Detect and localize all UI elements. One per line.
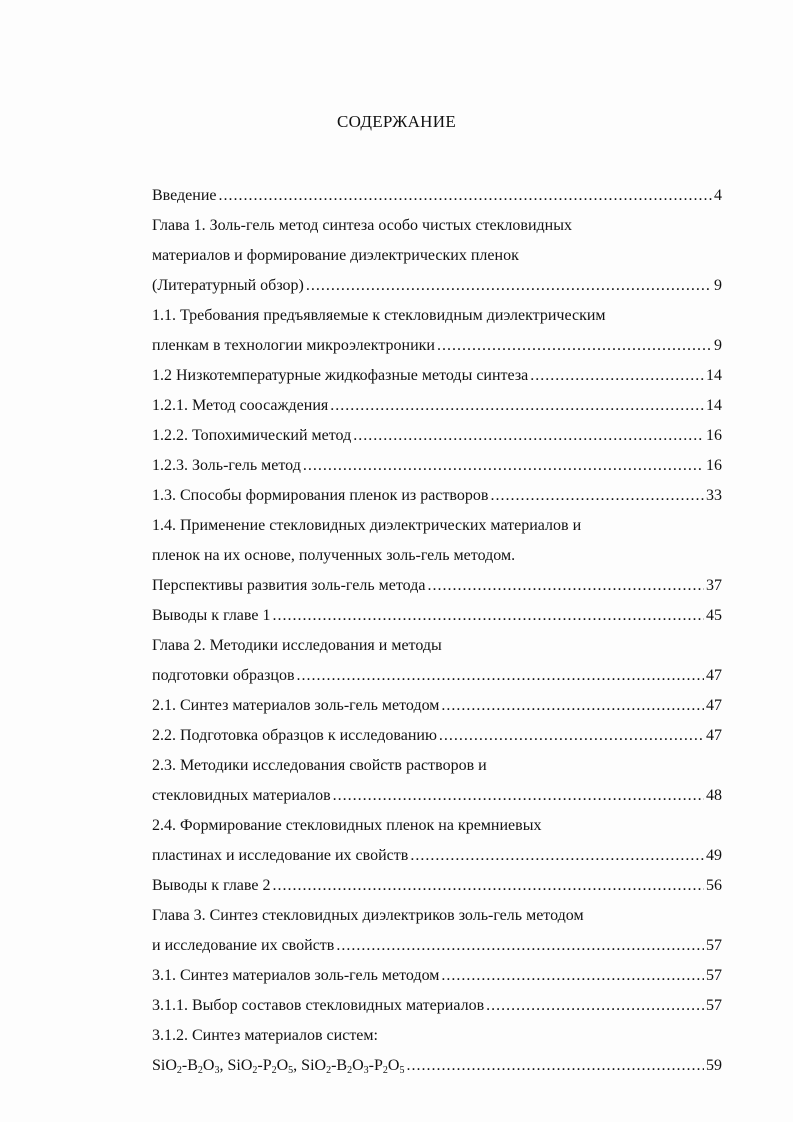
toc-heading-1-4-cont: пленок на их основе, полученных золь-гель методом. [152, 547, 516, 564]
toc-entry-2-1: 2.1. Синтез материалов золь-гель методом ..... 47 [152, 691, 722, 721]
toc-entry-1-2-1: 1.2.1. Метод соосаждения ..... 14 [152, 391, 722, 421]
toc-heading-1-1: 1.1. Требования предъявляемые к стекловидным диэлектрическим [152, 307, 606, 324]
toc-heading-2-4: 2.4. Формирование стекловидных пленок на кремниевых [152, 817, 542, 834]
page-number: 4 [714, 187, 722, 204]
toc-heading-chapter-3: Глава 3. Синтез стекловидных диэлектриков золь-гель методом [152, 907, 584, 924]
toc-heading-chapter-1: Глава 1. Золь-гель метод синтеза особо чистых стекловидных [152, 217, 572, 234]
page-number: 48 [706, 787, 722, 804]
toc-entry-conclusions-2: Выводы к главе 2 ..... 56 [152, 871, 722, 901]
toc-entry-chapter-2: подготовки образцов ..... 47 [152, 661, 722, 691]
toc-entry-intro: Введение ..... 4 [152, 181, 722, 211]
toc-entry-1-2: 1.2 Низкотемпературные жидкофазные методы синтеза ..... 14 [152, 361, 722, 391]
toc-entry-2-2: 2.2. Подготовка образцов к исследованию ..... 47 [152, 721, 722, 751]
page-number: 16 [706, 427, 722, 444]
page-number: 47 [706, 727, 722, 744]
toc-entry-conclusions-1: Выводы к главе 1 ..... 45 [152, 601, 722, 631]
toc-entry-1-1: пленкам в технологии микроэлектроники ..... 9 [152, 331, 722, 361]
page-number: 47 [706, 667, 722, 684]
page-number: 56 [706, 877, 722, 894]
page-number: 9 [714, 337, 722, 354]
toc-heading-2-3: 2.3. Методики исследования свойств растворов и [152, 757, 487, 774]
toc-heading-chapter-2: Глава 2. Методики исследования и методы [152, 637, 442, 654]
toc-entry-2-4: пластинах и исследование их свойств ..... 49 [152, 841, 722, 871]
page-number: 45 [706, 607, 722, 624]
toc-heading-3-1-2: 3.1.2. Синтез материалов систем: [152, 1027, 378, 1044]
page-number: 57 [706, 967, 722, 984]
page-number: 47 [706, 697, 722, 714]
toc-entry-1-2-3: 1.2.3. Золь-гель метод ..... 16 [152, 451, 722, 481]
page-number: 49 [706, 847, 722, 864]
toc-entry-3-1-2 [152, 1051, 722, 1081]
table-of-contents [152, 181, 722, 1081]
page-number: 37 [706, 577, 722, 594]
page-number: 59 [706, 1057, 722, 1074]
formula-text: $SiO_2-B_2O_3$, $SiO_2-P_2O_5$, $SiO_2-B_2O_3-P_2O_5$ [152, 1057, 405, 1076]
page-number: 14 [706, 397, 722, 414]
page-number: 57 [706, 997, 722, 1014]
toc-entry-1-4: Перспективы развития золь-гель метода ..... 37 [152, 571, 722, 601]
toc-entry-2-3: стекловидных материалов ..... 48 [152, 781, 722, 811]
page-number: 57 [706, 937, 722, 954]
page-title: СОДЕРЖАНИЕ [336, 112, 457, 131]
toc-heading-chapter-1-cont: материалов и формирование диэлектрических пленок [152, 247, 519, 264]
page-number: 16 [706, 457, 722, 474]
page-number: 14 [706, 367, 722, 384]
page-number: 33 [706, 487, 722, 504]
toc-entry-chapter-3: и исследование их свойств ..... 57 [152, 931, 722, 961]
page-number: 9 [714, 277, 722, 294]
toc-entry-1-2-2: 1.2.2. Топохимический метод ..... 16 [152, 421, 722, 451]
toc-entry-chapter-1: (Литературный обзор) ..... 9 [152, 271, 722, 301]
toc-entry-3-1: 3.1. Синтез материалов золь-гель методом ..... 57 [152, 961, 722, 991]
toc-entry-1-3: 1.3. Способы формирования пленок из растворов ..... 33 [152, 481, 722, 511]
toc-heading-1-4: 1.4. Применение стекловидных диэлектрических материалов и [152, 517, 582, 534]
toc-entry-3-1-1: 3.1.1. Выбор составов стекловидных материалов ..... 57 [152, 991, 722, 1021]
